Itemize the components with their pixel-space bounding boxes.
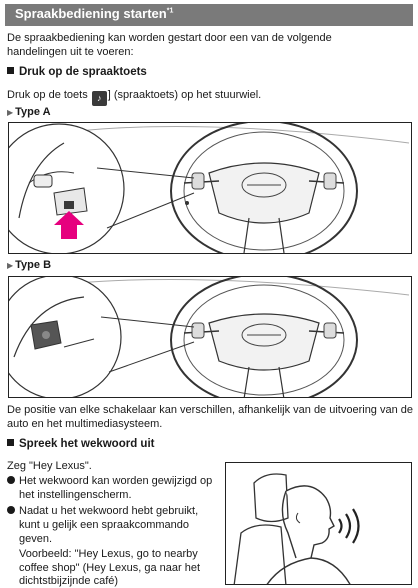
heading-wake-word: Spreek het wekwoord uit <box>7 437 154 451</box>
round-bullet-icon <box>7 476 15 484</box>
press-button-instruction: Druk op de toets ♪ ] (spraaktoets) op het stuurwiel. <box>7 88 261 106</box>
square-bullet-icon <box>7 67 14 74</box>
note-line-1: De positie van elke schakelaar kan verschillen, afhankelijk van de uitvoering van de <box>7 404 414 416</box>
note-line-2: auto en het multimediasysteem. <box>7 418 163 430</box>
intro-line-2: handelingen uit te voeren: <box>7 46 134 58</box>
square-bullet-icon <box>7 439 14 446</box>
bullet-2-line-2: kunt u gelijk een spraakcommando <box>19 519 189 531</box>
example-line-1: Voorbeeld: "Hey Lexus, go to nearby <box>19 548 198 560</box>
bullet-1-line-2: het instellingenscherm. <box>19 489 132 501</box>
steering-wheel-b-illustration <box>9 277 412 398</box>
sound-wave-icon <box>339 519 342 533</box>
example-line-3: dichtstbijzijnde café) <box>19 575 119 587</box>
section-header <box>5 4 413 26</box>
steering-wheel-figure-type-a <box>8 122 412 254</box>
bullet-1-line-1: Het wekwoord kan worden gewijzigd op <box>7 474 212 488</box>
bullet-2-line-3: geven. <box>19 533 53 545</box>
triangle-bullet-icon: ▶ <box>7 108 14 117</box>
heading-voice-button: Druk op de spraaktoets <box>7 65 147 79</box>
say-instruction: Zeg "Hey Lexus". <box>7 460 92 472</box>
steering-wheel-figure-type-b <box>8 276 412 398</box>
triangle-bullet-icon: ▶ <box>7 261 14 270</box>
type-b-label: ▶ Type B <box>7 259 52 271</box>
bullet-2-line-1: Nadat u het wekwoord hebt gebruikt, <box>7 504 198 518</box>
speaking-driver-figure <box>225 462 412 585</box>
type-a-label: ▶ Type A <box>7 106 51 118</box>
example-line-2: coffee shop" (Hey Lexus, ga naar het <box>19 562 201 574</box>
voice-button-icon: ♪ <box>92 91 107 106</box>
steering-wheel-a-illustration <box>9 123 412 254</box>
intro-line-1: De spraakbediening kan worden gestart door een van de volgende <box>7 32 332 44</box>
round-bullet-icon <box>7 506 15 514</box>
section-title: Spraakbediening starten$^{*1}$ <box>15 6 174 21</box>
speaking-driver-illustration <box>226 463 412 585</box>
